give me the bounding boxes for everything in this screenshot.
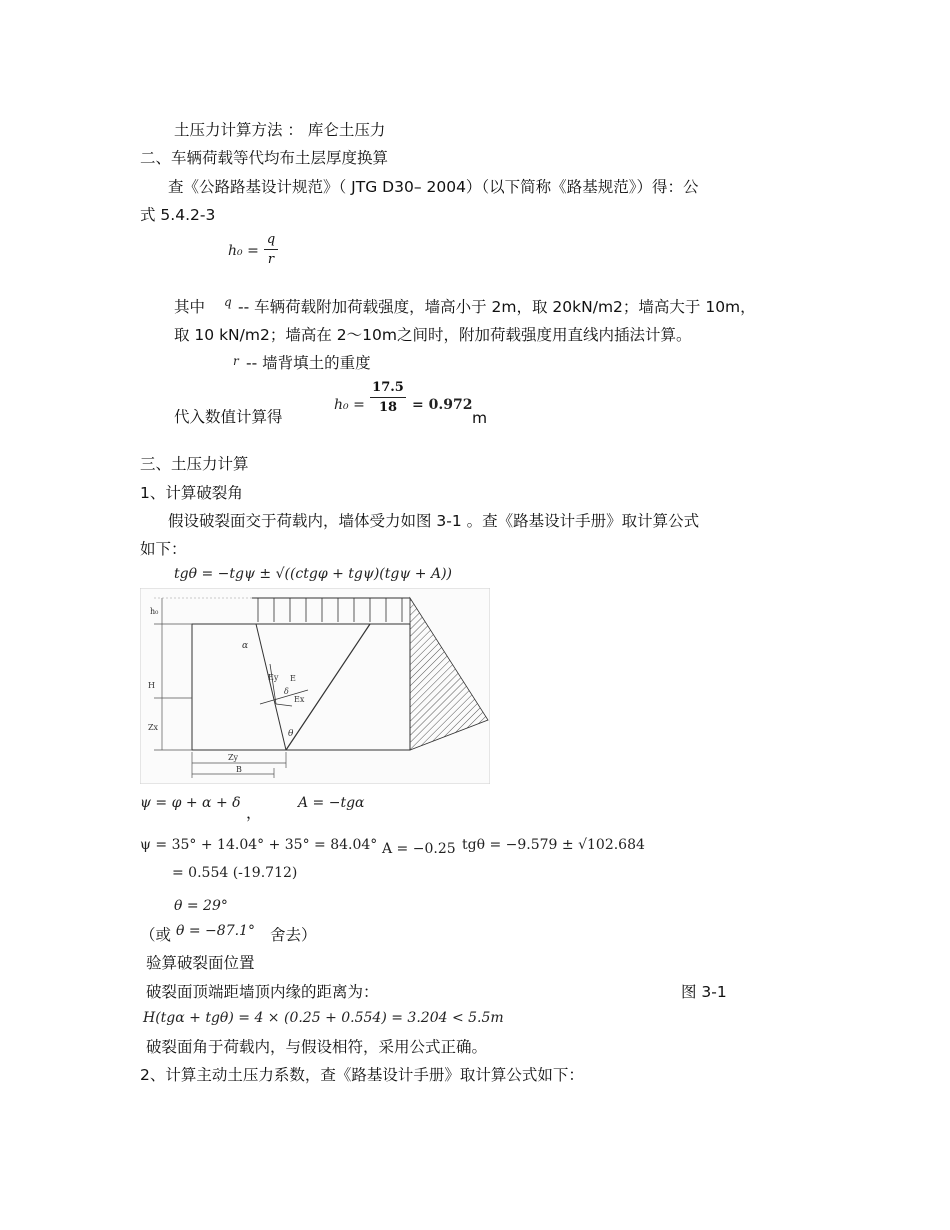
formula-theta-val: θ = 29° [174,898,228,914]
label-B: B [236,765,242,774]
formula-A-val: A = −0.25 [382,841,456,857]
comma: ， [246,804,262,822]
line-formula-ref: 式 5.4.2-3 [140,206,216,224]
label-alpha: α [242,641,249,651]
formula-h0-lhs: h₀ = [228,243,259,259]
label-Ey: Ey [268,673,279,682]
formula-h0v-lhs: h₀ = [334,397,365,413]
heading-section-2: 二、车辆荷载等代均布土层厚度换算 [140,149,389,167]
symbol-q: q [224,295,232,309]
line-method: 土压力计算方法 ： 库仑土压力 [174,121,386,139]
line-spec-ref: 查《公路路基设计规范》（ JTG D30– 2004）（以下简称《路基规范》）得：公 [168,178,699,196]
line-discard: 舍去） [270,926,317,944]
formula-tg-val: tgθ = −9.579 ± √102.684 [462,837,645,853]
heading-calc-angle: 1、计算破裂角 [140,484,243,502]
symbol-r: r [233,354,239,368]
line-or: （或 [140,926,172,944]
line-distance: 破裂面顶端距墙顶内缘的距离为： [146,983,379,1001]
formula-h0v-num: 17.5 [372,380,404,395]
line-verify: 验算破裂面位置 [146,954,255,972]
formula-tg-result: = 0.554 (-19.712) [172,865,298,881]
formula-h0v-rhs: = 0.972 [412,397,473,413]
line-where: 其中 [174,298,206,316]
label-Ex: Ex [294,695,305,704]
line-as-follows: 如下： [140,540,187,558]
formula-tg-theta: tgθ = −tgψ ± √((ctgφ + tgψ)(tgψ + A)) [174,566,453,582]
line-load-desc: -- 车辆荷载附加荷载强度，墙高小于 2m，取 20kN/m2；墙高大于 10m， [238,298,756,316]
fraction-bar [370,397,406,398]
label-h0: h₀ [150,607,159,616]
label-E: E [290,674,296,683]
label-Zx: Zx [148,723,159,732]
formula-theta-alt: θ = −87.1° [176,923,255,939]
line-conclusion: 破裂面角于荷载内，与假设相符，采用公式正确。 [146,1038,488,1056]
figure-caption: 图 3-1 [681,983,727,1001]
formula-h0v-fraction [370,381,406,414]
line-substitute: 代入数值计算得 [174,408,283,426]
formula-h0v-den: 18 [378,400,398,415]
formula-psi-def: ψ = φ + α + δ [140,795,241,811]
figure-3-1 [140,588,490,784]
label-Zy: Zy [228,753,239,762]
fraction-bar [264,249,278,250]
formula-check: H(tgα + tgθ) = 4 × (0.25 + 0.554) = 3.204 < 5.5m [143,1010,504,1026]
unit-m: m [472,409,488,427]
formula-h0-fraction [264,233,278,266]
line-load-desc-2: 取 10 kN/m2；墙高在 2～10m之间时，附加荷载强度用直线内插法计算。 [174,326,692,344]
heading-section-3: 三、土压力计算 [140,455,249,473]
formula-psi-val: ψ = 35° + 14.04° + 35° = 84.04° [140,837,378,853]
formula-A-def: A = −tgα [298,795,365,811]
formula-h0-num: q [266,232,276,247]
line-assumption: 假设破裂面交于荷载内，墙体受力如图 3-1 。查《路基设计手册》取计算公式 [168,512,700,530]
line-unit-weight: -- 墙背填土的重度 [246,354,371,372]
heading-calc-coeff: 2、计算主动土压力系数，查《路基设计手册》取计算公式如下： [140,1066,584,1084]
label-H: H [148,681,155,690]
label-delta: δ [284,687,289,696]
formula-h0-den: r [267,252,275,267]
label-theta: θ [288,729,294,739]
